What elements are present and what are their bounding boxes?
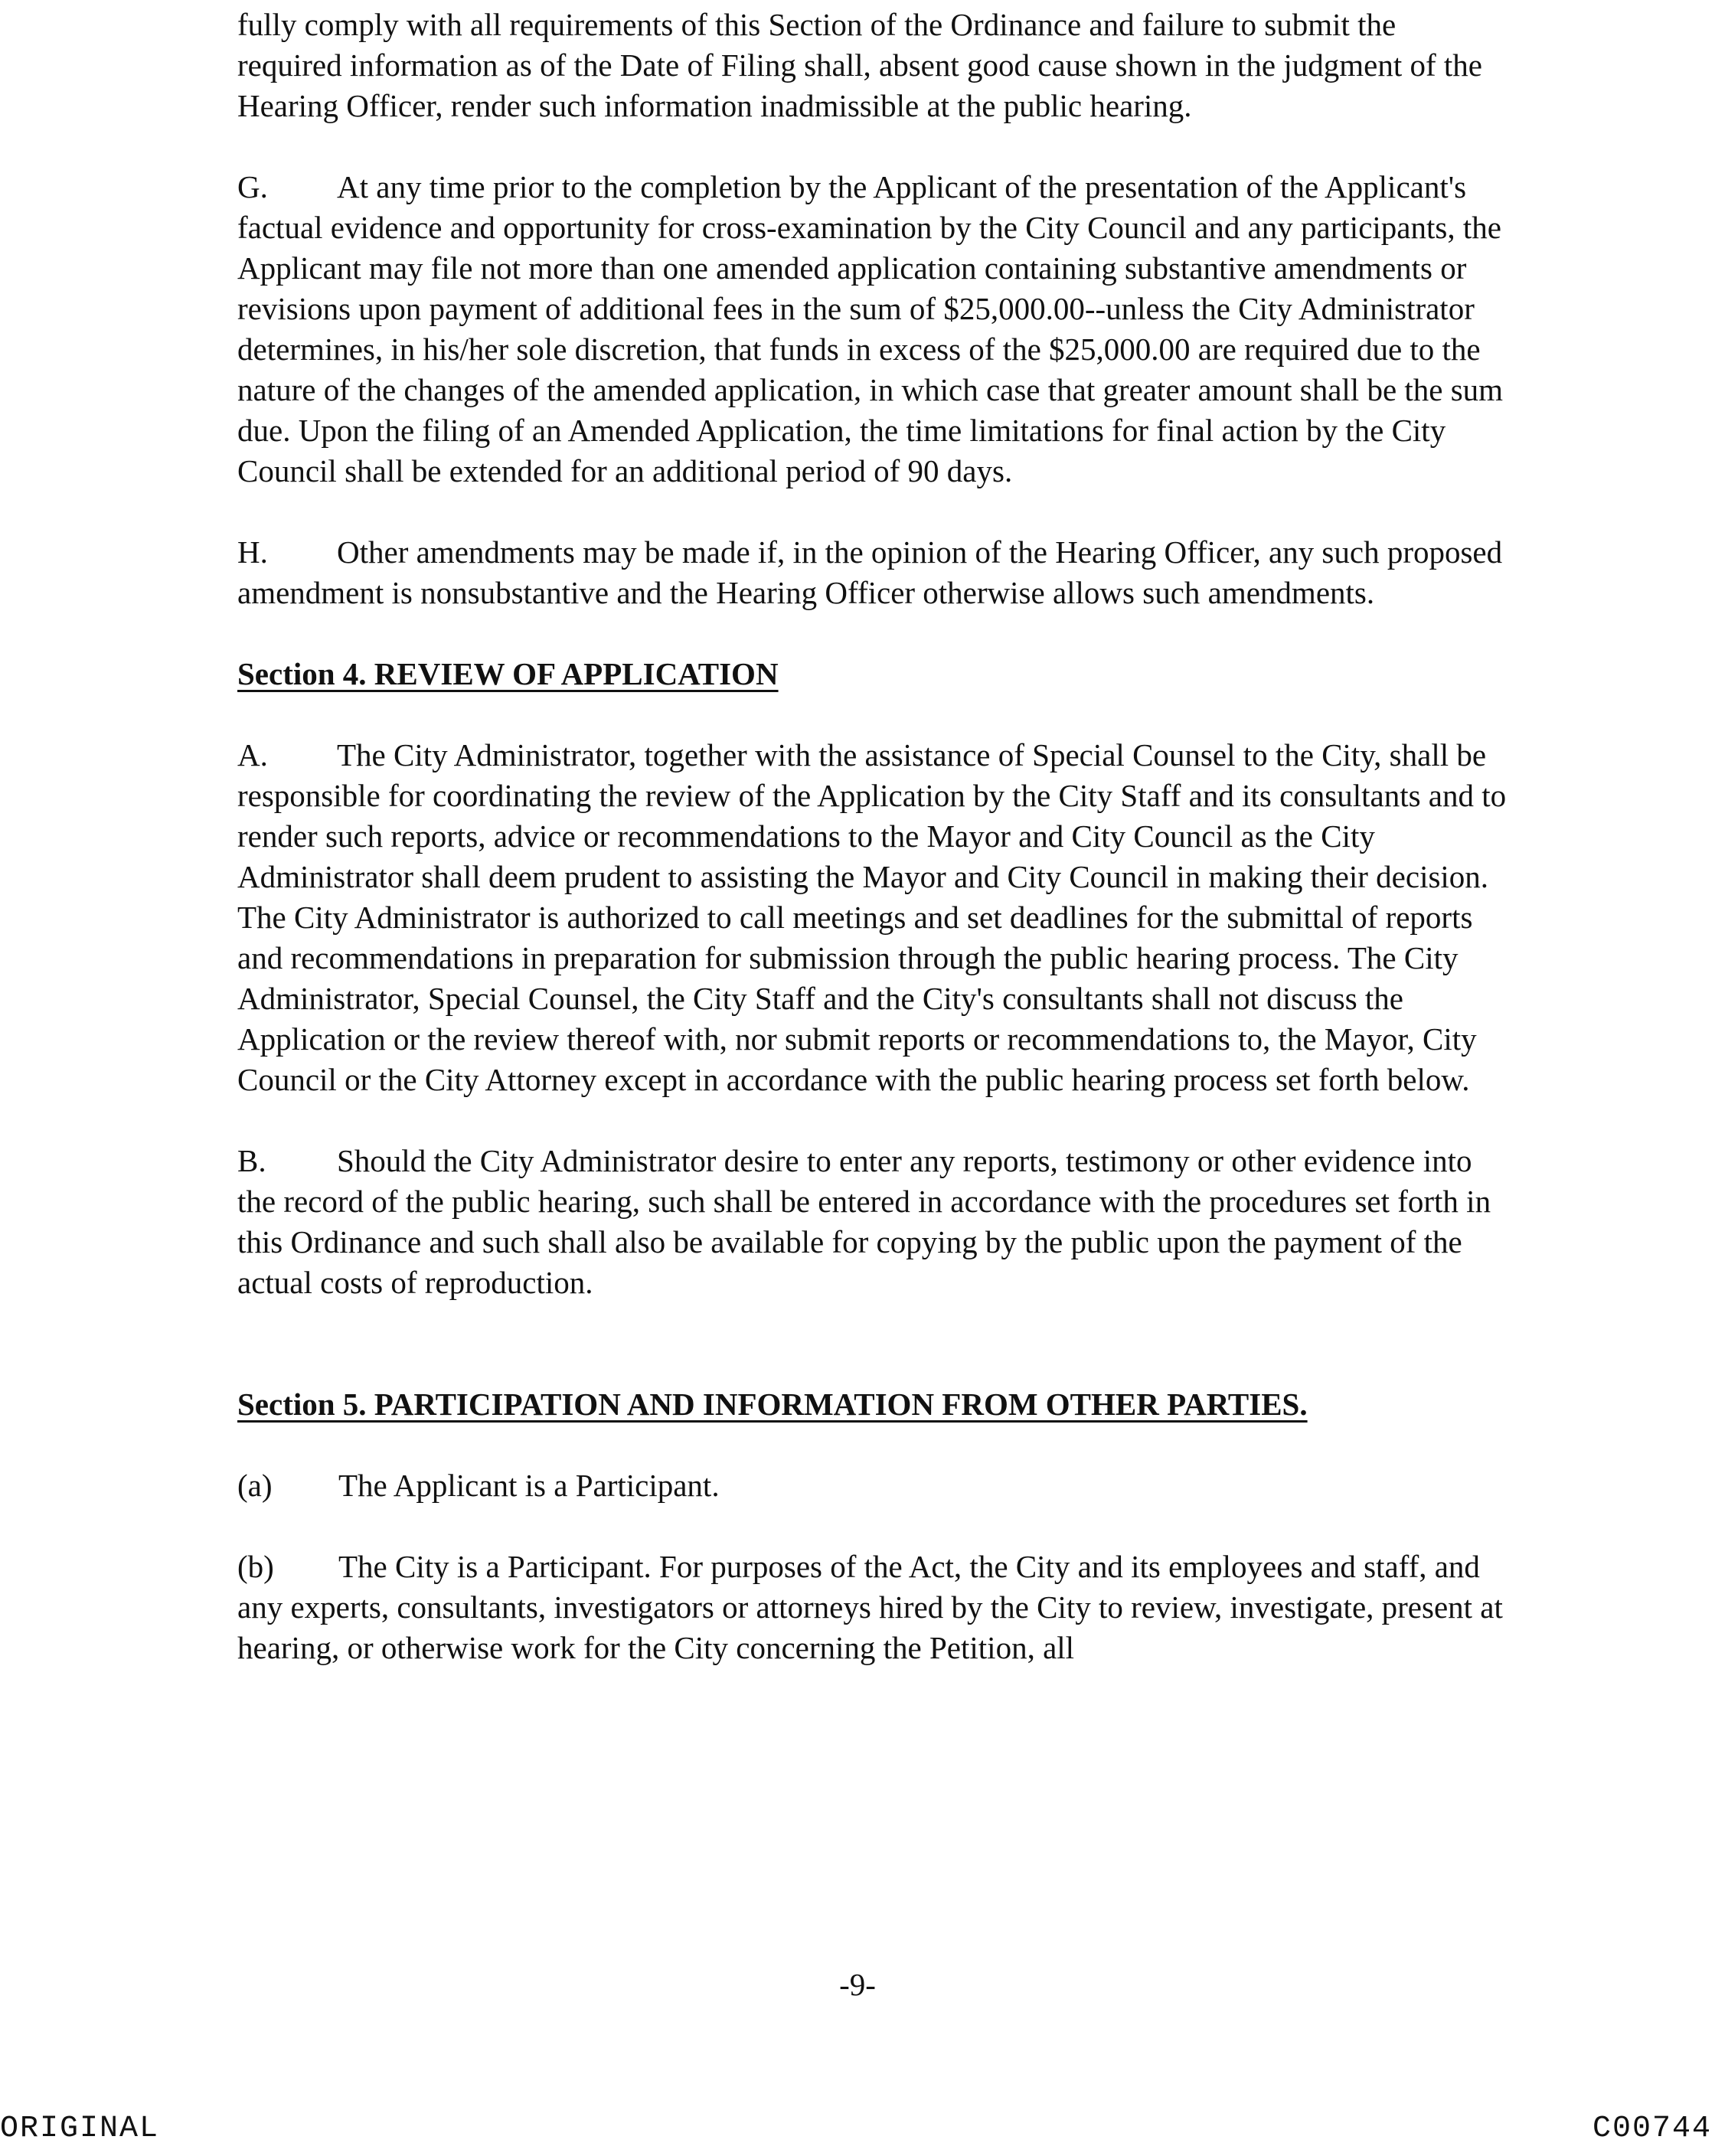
paragraph-4b bbox=[237, 1141, 1508, 1303]
paragraph-text: At any time prior to the completion by the Applicant of the presentation of the Applicant's factual evidence and opportunity for cross-examination by the City Council and any participants, the Applicant may file not more than one amended application containing substantive amendments or revisions upon payment of additional fees in the sum of $25,000.00--unless the City Administrator determines, in his/her sole discretion, that funds in excess of the $25,000.00 are required due to the nature of the changes of the amended application, in which case that greater amount shall be the sum due. Upon the filing of an Amended Application, the time limitations for final action by the City Council shall be extended for an additional period of 90 days. bbox=[237, 169, 1504, 488]
section-5-heading: Section 5. PARTICIPATION AND INFORMATION FROM OTHER PARTIES. bbox=[237, 1387, 1308, 1422]
paragraph-text: fully comply with all requirements of this Section of the Ordinance and failure to submit the required information as of the Date of Filing shall, absent good cause shown in the judgment of the Hearing Officer, render such information inadmissible at the public hearing. bbox=[237, 7, 1482, 123]
paragraph-h bbox=[237, 532, 1508, 613]
original-stamp: ORIGINAL bbox=[0, 2112, 160, 2146]
body-text bbox=[237, 5, 1508, 1709]
paragraph-text: Should the City Administrator desire to enter any reports, testimony or other evidence into the record of the public hearing, such shall be entered in accordance with the procedures set forth in this Ordinance and such shall also be available for copying by the public upon the payment of the actual costs of reproduction. bbox=[237, 1143, 1491, 1300]
paragraph-5a bbox=[237, 1465, 1508, 1506]
page-number: -9- bbox=[839, 1967, 876, 2002]
paragraph-text: The City Administrator, together with the assistance of Special Counsel to the City, shall be responsible for coordinating the review of the Application by the City Staff and its consultants and to render such reports, advice or recommendations to the Mayor and City Council as the City Administrator shall deem prudent to assisting the Mayor and City Council in making their decision. The City Administrator is authorized to call meetings and set deadlines for the submittal of reports and recommendations in preparation for submission through the public hearing process. The City Administrator, Special Counsel, the City Staff and the City's consultants shall not discuss the Application or the review thereof with, nor submit reports or recommendations to, the Mayor, City Council or the City Attorney except in accordance with the public hearing process set forth below. bbox=[237, 737, 1507, 1097]
paragraph-text: Other amendments may be made if, in the opinion of the Hearing Officer, any such proposed amendment is nonsubstantive and the Hearing Officer otherwise allows such amendments. bbox=[237, 534, 1503, 610]
paragraph-label: A. bbox=[237, 737, 268, 773]
paragraph-g bbox=[237, 167, 1508, 492]
paragraph-label: B. bbox=[237, 1143, 266, 1178]
paragraph-5b bbox=[237, 1547, 1508, 1668]
document-code-stamp: C00744 bbox=[1592, 2112, 1712, 2146]
paragraph-label: H. bbox=[237, 534, 268, 570]
paragraph-label: G. bbox=[237, 169, 268, 204]
paragraph-label: (b) bbox=[237, 1549, 274, 1584]
paragraph-4a bbox=[237, 735, 1508, 1100]
paragraph-text: The Applicant is a Participant. bbox=[338, 1468, 720, 1503]
paragraph-text: The City is a Participant. For purposes of the Act, the City and its employees and staff, and any experts, consultants, investigators or attorneys hired by the City to review, investigate, present at hearing, or otherwise work for the City concerning the Petition, all bbox=[237, 1549, 1503, 1665]
paragraph-continuation bbox=[237, 5, 1508, 126]
section-4-heading: Section 4. REVIEW OF APPLICATION bbox=[237, 656, 779, 691]
paragraph-label: (a) bbox=[237, 1468, 273, 1503]
